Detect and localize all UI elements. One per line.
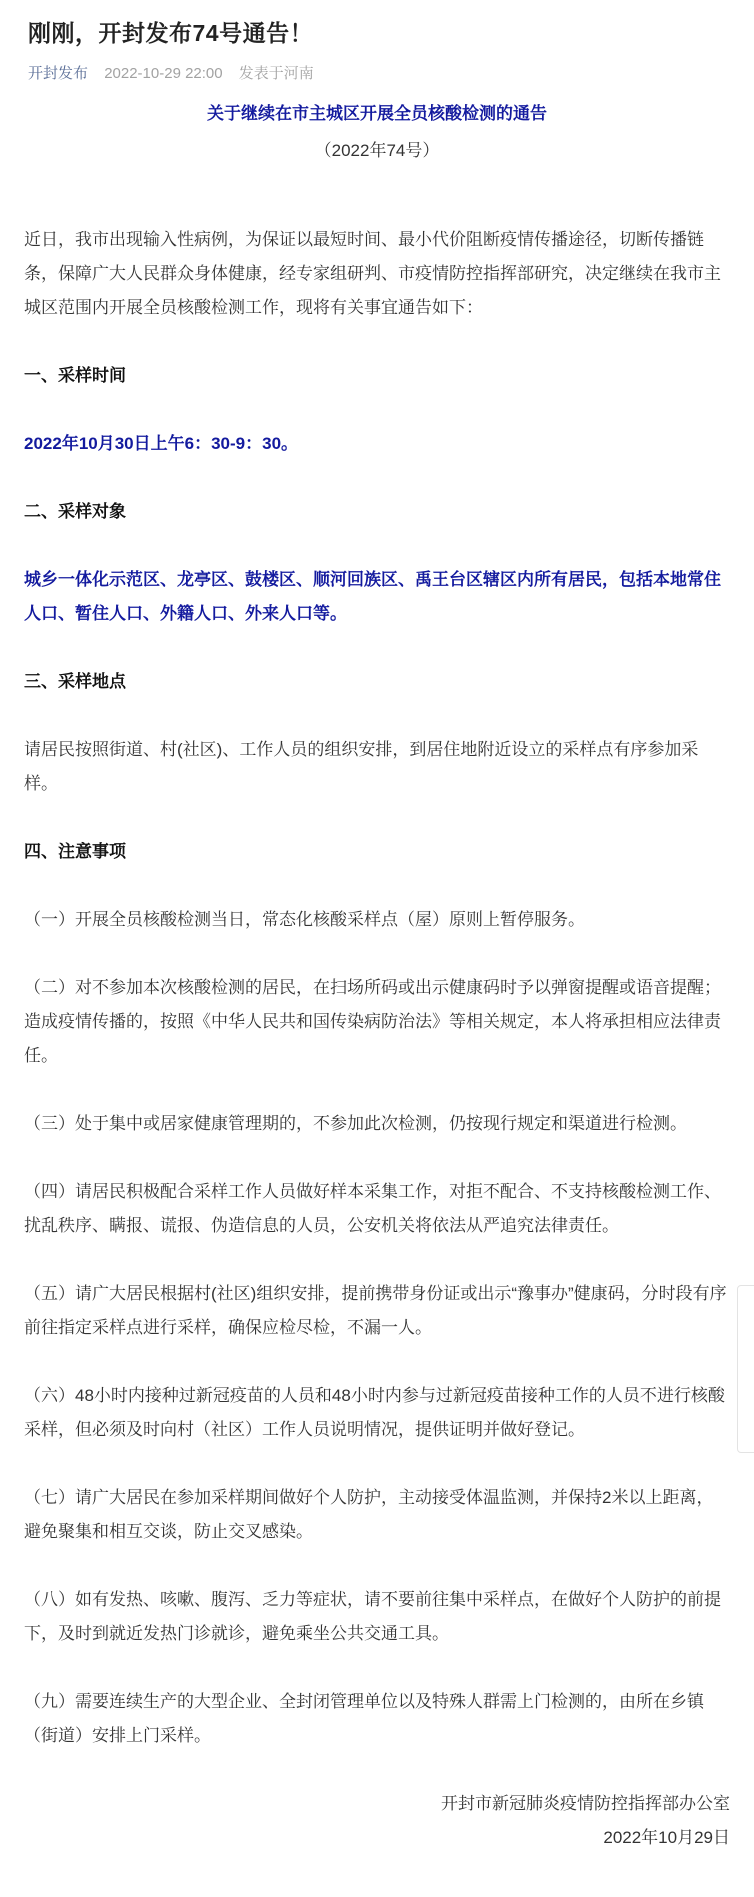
byline	[28, 63, 730, 84]
note-item-4: （四）请居民积极配合采样工作人员做好样本采集工作，对拒不配合、不支持核酸检测工作、扰乱秩序、瞒报、谎报、伪造信息的人员，公安机关将依法从严追究法律责任。	[24, 1182, 721, 1235]
note-item-3: （三）处于集中或居家健康管理期的，不参加此次检测，仍按现行规定和渠道进行检测。	[24, 1114, 687, 1133]
note-item-1: （一）开展全员核酸检测当日，常态化核酸采样点（屋）原则上暂停服务。	[24, 910, 585, 929]
note-item-6: （六）48小时内接种过新冠疫苗的人员和48小时内参与过新冠疫苗接种工作的人员不进行核酸采样，但必须及时向村（社区）工作人员说明情况，提供证明并做好登记。	[24, 1386, 725, 1439]
page-title: 刚刚，开封发布74号通告！	[28, 20, 314, 46]
sampling-location-paragraph: 请居民按照街道、村(社区)、工作人员的组织安排，到居住地附近设立的采样点有序参加采样。	[24, 740, 699, 793]
note-item-9: （九）需要连续生产的大型企业、全封闭管理单位以及特殊人群需上门检测的，由所在乡镇（街道）安排上门采样。	[24, 1692, 704, 1745]
publish-timestamp: 2022-10-29 22:00	[104, 65, 223, 82]
notice-number: （2022年74号）	[314, 141, 440, 160]
signature-date: 2022年10月29日	[603, 1828, 730, 1847]
section-heading-3: 三、采样地点	[24, 672, 126, 691]
account-name-link[interactable]: 开封发布	[28, 65, 89, 82]
intro-paragraph: 近日，我市出现输入性病例，为保证以最短时间、最小代价阻断疫情传播途径，切断传播链条，保障广大人民群众身体健康，经专家组研判、市疫情防控指挥部研究，决定继续在我市主城区范围内开展全员核酸检测工作，现将有关事宜通告如下：	[24, 230, 721, 317]
notice-title: 关于继续在市主城区开展全员核酸检测的通告	[207, 104, 547, 123]
note-item-7: （七）请广大居民在参加采样期间做好个人防护，主动接受体温监测，并保持2米以上距离，避免聚集和相互交谈，防止交叉感染。	[24, 1488, 714, 1541]
publish-location: 发表于河南	[238, 65, 314, 82]
signature-block	[24, 1787, 730, 1855]
note-item-5: （五）请广大居民根据村(社区)组织安排，提前携带身份证或出示“豫事办”健康码，分时段有序前往指定采样点进行采样，确保应检尽检，不漏一人。	[24, 1284, 727, 1337]
section-heading-2: 二、采样对象	[24, 502, 126, 521]
note-item-2: （二）对不参加本次核酸检测的居民，在扫场所码或出示健康码时予以弹窗提醒或语音提醒；造成疫情传播的，按照《中华人民共和国传染病防治法》等相关规定，本人将承担相应法律责任。	[24, 978, 721, 1065]
sampling-target-highlight: 城乡一体化示范区、龙亭区、鼓楼区、顺河回族区、禹王台区辖区内所有居民，包括本地常住人口、暂住人口、外籍人口、外来人口等。	[24, 570, 721, 623]
note-item-8: （八）如有发热、咳嗽、腹泻、乏力等症状，请不要前往集中采样点，在做好个人防护的前提下，及时到就近发热门诊就诊，避免乘坐公共交通工具。	[24, 1590, 721, 1643]
signature-office: 开封市新冠肺炎疫情防控指挥部办公室	[441, 1794, 730, 1813]
floating-side-widget[interactable]	[737, 1285, 754, 1453]
section-heading-1: 一、采样时间	[24, 366, 126, 385]
section-heading-4: 四、注意事项	[24, 842, 126, 861]
sampling-time-highlight: 2022年10月30日上午6：30-9：30。	[24, 434, 299, 453]
